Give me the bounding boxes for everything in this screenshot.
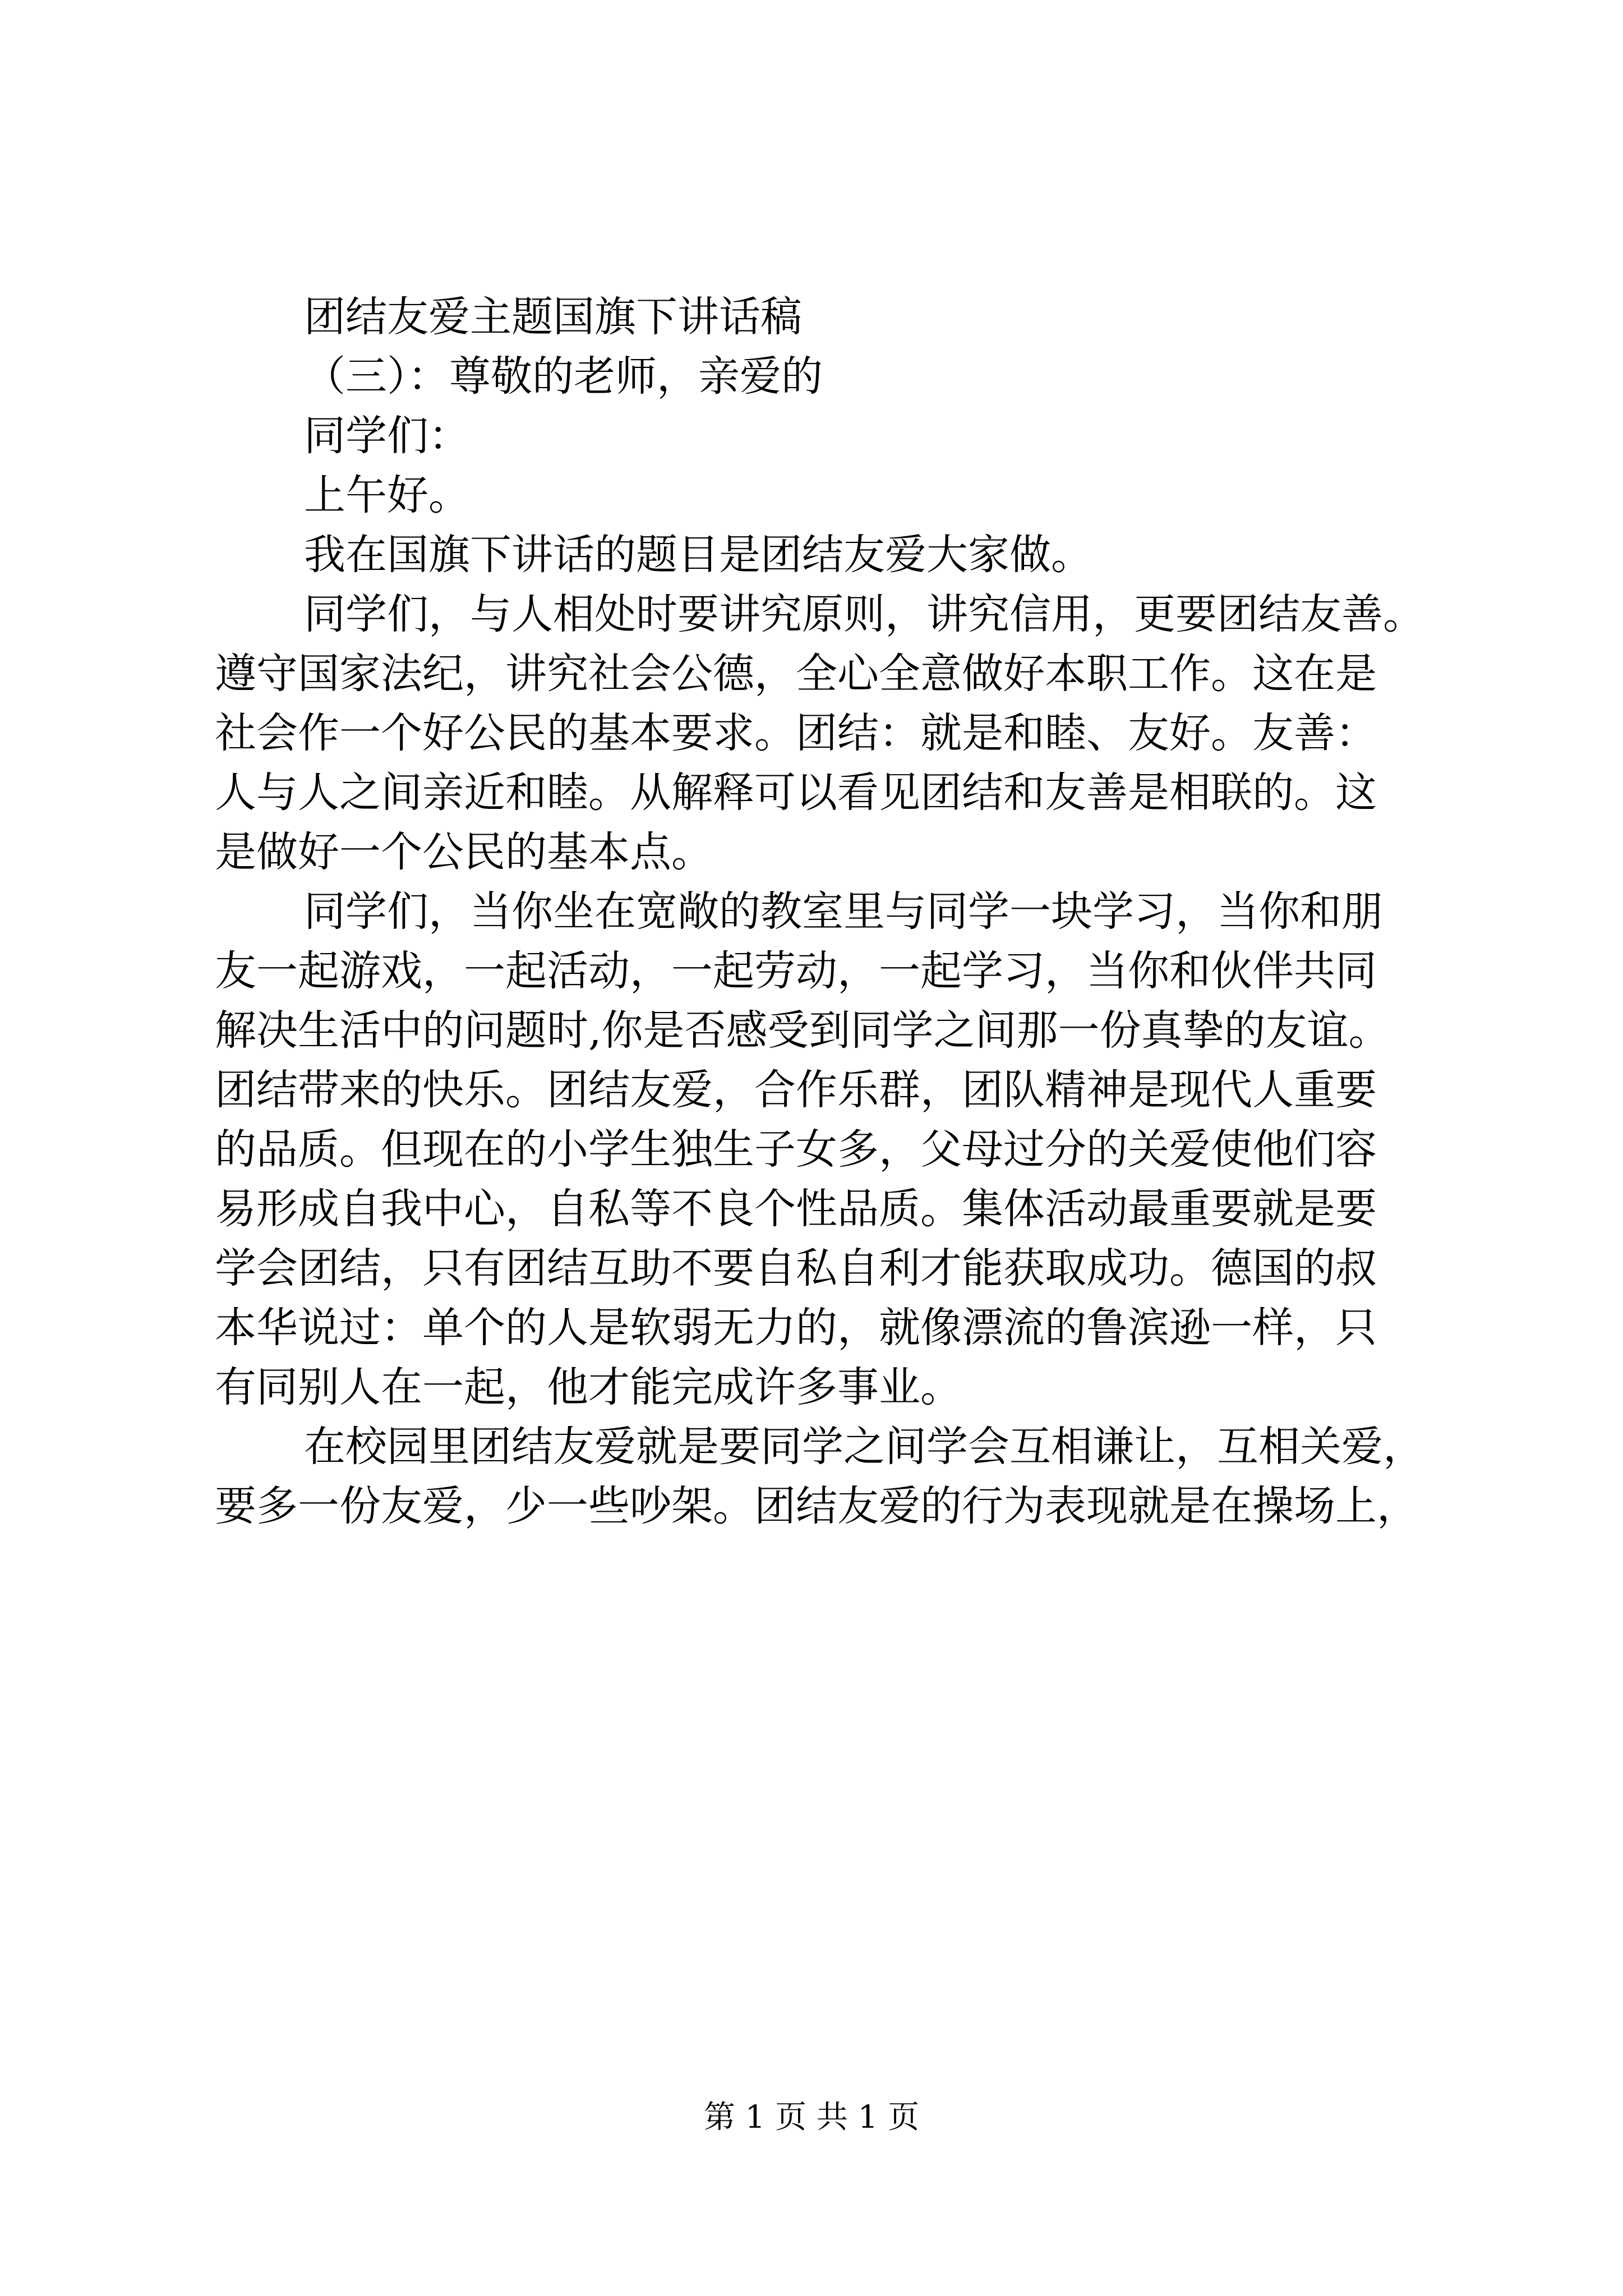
text-line: 我在国旗下讲话的题目是团结友爱大家做。 [304, 531, 1092, 579]
text-line: 遵守国家法纪，讲究社会公德，全心全意做好本职工作。这在是 [215, 650, 1377, 698]
text-line: 解决生活中的问题时,你是否感受到同学之间那一份真挚的友谊。 [215, 1006, 1390, 1055]
text-line: 学会团结，只有团结互助不要自私自利才能获取成功。德国的叔 [215, 1244, 1377, 1292]
text-line: 友一起游戏，一起活动，一起劳动，一起学习，当你和伙伴共同 [215, 947, 1377, 995]
text-line: 要多一份友爱，少一些吵架。团结友爱的行为表现就是在操场上， [215, 1482, 1418, 1530]
text-line: （三）：尊敬的老师，亲爱的 [304, 352, 823, 401]
text-line: 同学们，与人相处时要讲究原则，讲究信用，更要团结友善。 [304, 590, 1424, 638]
text-line: 在校园里团结友爱就是要同学之间学会互相谦让，互相关爱， [304, 1423, 1424, 1471]
text-line: 人与人之间亲近和睦。从解释可以看见团结和友善是相联的。这 [215, 769, 1377, 817]
text-line: 上午好。 [304, 471, 470, 519]
document-title: 团结友爱主题国旗下讲话稿 [304, 293, 802, 341]
text-line: 同学们，当你坐在宽敞的教室里与同学一块学习，当你和朋 [304, 887, 1383, 936]
text-line: 社会作一个好公民的基本要求。团结：就是和睦、友好。友善： [215, 709, 1377, 757]
text-line: 有同别人在一起，他才能完成许多事业。 [215, 1363, 962, 1411]
document-body [215, 287, 1432, 1536]
text-line: 的品质。但现在的小学生独生子女多，父母过分的关爱使他们容 [215, 1125, 1377, 1174]
text-line: 同学们： [304, 412, 470, 460]
text-line: 本华说过：单个的人是软弱无力的，就像漂流的鲁滨逊一样，只 [215, 1304, 1377, 1352]
text-line: 团结带来的快乐。团结友爱，合作乐群，团队精神是现代人重要 [215, 1066, 1377, 1114]
text-line: 易形成自我中心，自私等不良个性品质。集体活动最重要就是要 [215, 1185, 1377, 1233]
text-line: 是做好一个公民的基本点。 [215, 828, 713, 876]
page-number-footer: 第 1 页 共 1 页 [703, 2099, 920, 2136]
